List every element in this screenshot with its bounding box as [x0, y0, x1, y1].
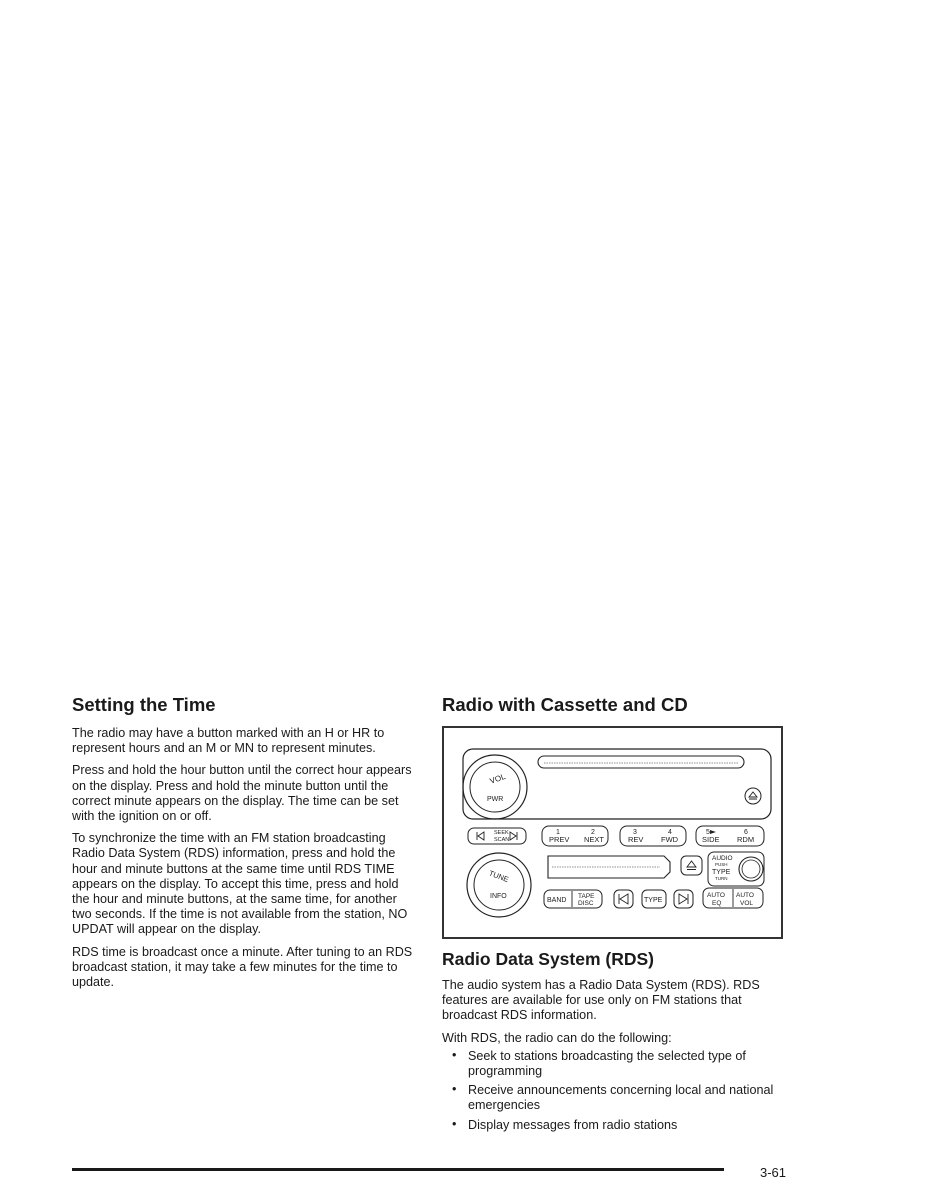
eject-icon: [687, 861, 696, 870]
seek-label: SEEK: [494, 830, 509, 836]
paragraph: To synchronize the time with an FM station broadcasting Radio Data System (RDS) information, press and hold the hour and minute buttons at the same time until RDS TIME appears on the display. To accept this time, press and hold the hour and minute buttons, at the same time, for another two seconds. If the time is not available from the station, NO UPDAT will appear on the display.: [72, 831, 408, 937]
prev-label: PREV: [549, 835, 570, 844]
rds-heading: Radio Data System (RDS): [442, 949, 654, 969]
type-button-label: TYPE: [644, 897, 663, 904]
bullet: •: [452, 1116, 457, 1131]
scan-label: SCAN: [494, 837, 510, 843]
footer-rule: [72, 1168, 724, 1171]
svg-text:4: 4: [668, 829, 672, 836]
right-column: [442, 694, 788, 1137]
svg-text:AUTO: AUTO: [707, 892, 725, 899]
svg-text:AUTO: AUTO: [736, 892, 754, 899]
tune-label: TUNE: [487, 868, 510, 885]
rdm-label: RDM: [737, 835, 755, 844]
radio-cassette-cd-heading: Radio with Cassette and CD: [442, 694, 688, 715]
back-icon: [619, 894, 628, 904]
audio-knob[interactable]: [739, 857, 763, 881]
vol-auto-label: VOL: [740, 900, 754, 907]
cd-slot: [538, 756, 744, 768]
side-label: SIDE: [702, 835, 720, 844]
setting-time-heading: Setting the Time: [72, 694, 216, 715]
pwr-label: PWR: [487, 796, 504, 803]
paragraph: With RDS, the radio can do the following:: [442, 1030, 672, 1045]
left-column: [72, 694, 418, 997]
list-item: • Seek to stations broadcasting the selected type of programming: [452, 1047, 746, 1079]
svg-text:2: 2: [591, 829, 595, 836]
info-label: INFO: [490, 893, 507, 900]
fwd-label: FWD: [661, 835, 679, 844]
radio-illustration: [442, 726, 783, 939]
paragraph: Press and hold the hour button until the correct hour appears on the display. Press and hold the minute button until the correct minute appears on the display. The time can be set with the ignition on or off.: [72, 763, 412, 824]
svg-text:3: 3: [633, 829, 637, 836]
audio-label: AUDIO: [712, 855, 733, 862]
paragraph: The audio system has a Radio Data System (RDS). RDS features are available for use only on FM stations that broadcast RDS information.: [442, 978, 760, 1023]
vol-label: VOL: [488, 771, 507, 786]
bullet: •: [452, 1047, 457, 1062]
tape-eject-button[interactable]: [681, 856, 702, 875]
eq-label: EQ: [712, 900, 722, 907]
eject-icon: [749, 792, 757, 799]
tape-slot: [548, 856, 670, 878]
svg-text:6: 6: [744, 829, 748, 836]
forward-icon: [679, 894, 688, 904]
disc-label: DISC: [578, 900, 594, 907]
type-back-button[interactable]: [614, 890, 633, 908]
type-forward-button[interactable]: [674, 890, 693, 908]
bullet: •: [452, 1082, 457, 1097]
type-label: TYPE: [712, 869, 731, 876]
tune-info-knob[interactable]: [467, 853, 531, 917]
svg-text:5: 5: [706, 829, 710, 836]
vol-pwr-knob[interactable]: [463, 755, 527, 819]
seek-back-icon: [477, 832, 484, 840]
band-label: BAND: [547, 897, 567, 904]
turn-label: TURN: [715, 876, 728, 881]
seek-forward-icon: [510, 832, 517, 840]
rds-feature-list: [442, 1049, 788, 1133]
tape-label: TAPE: [578, 893, 595, 900]
cd-eject-button[interactable]: [745, 788, 761, 804]
list-item: • Receive announcements concerning local and national emergencies: [452, 1082, 774, 1113]
paragraph: The radio may have a button marked with an H or HR to represent hours and an M or MN to represent minutes.: [72, 726, 385, 756]
list-item: • Display messages from radio stations: [452, 1116, 678, 1132]
push-label: PUSH: [715, 862, 728, 867]
page-number: 3-61: [760, 1165, 787, 1180]
next-label: NEXT: [584, 835, 605, 844]
svg-text:1: 1: [556, 829, 560, 836]
rev-label: REV: [628, 835, 644, 844]
paragraph: RDS time is broadcast once a minute. After tuning to an RDS broadcast station, it may take a few minutes for the time to update.: [72, 944, 413, 990]
